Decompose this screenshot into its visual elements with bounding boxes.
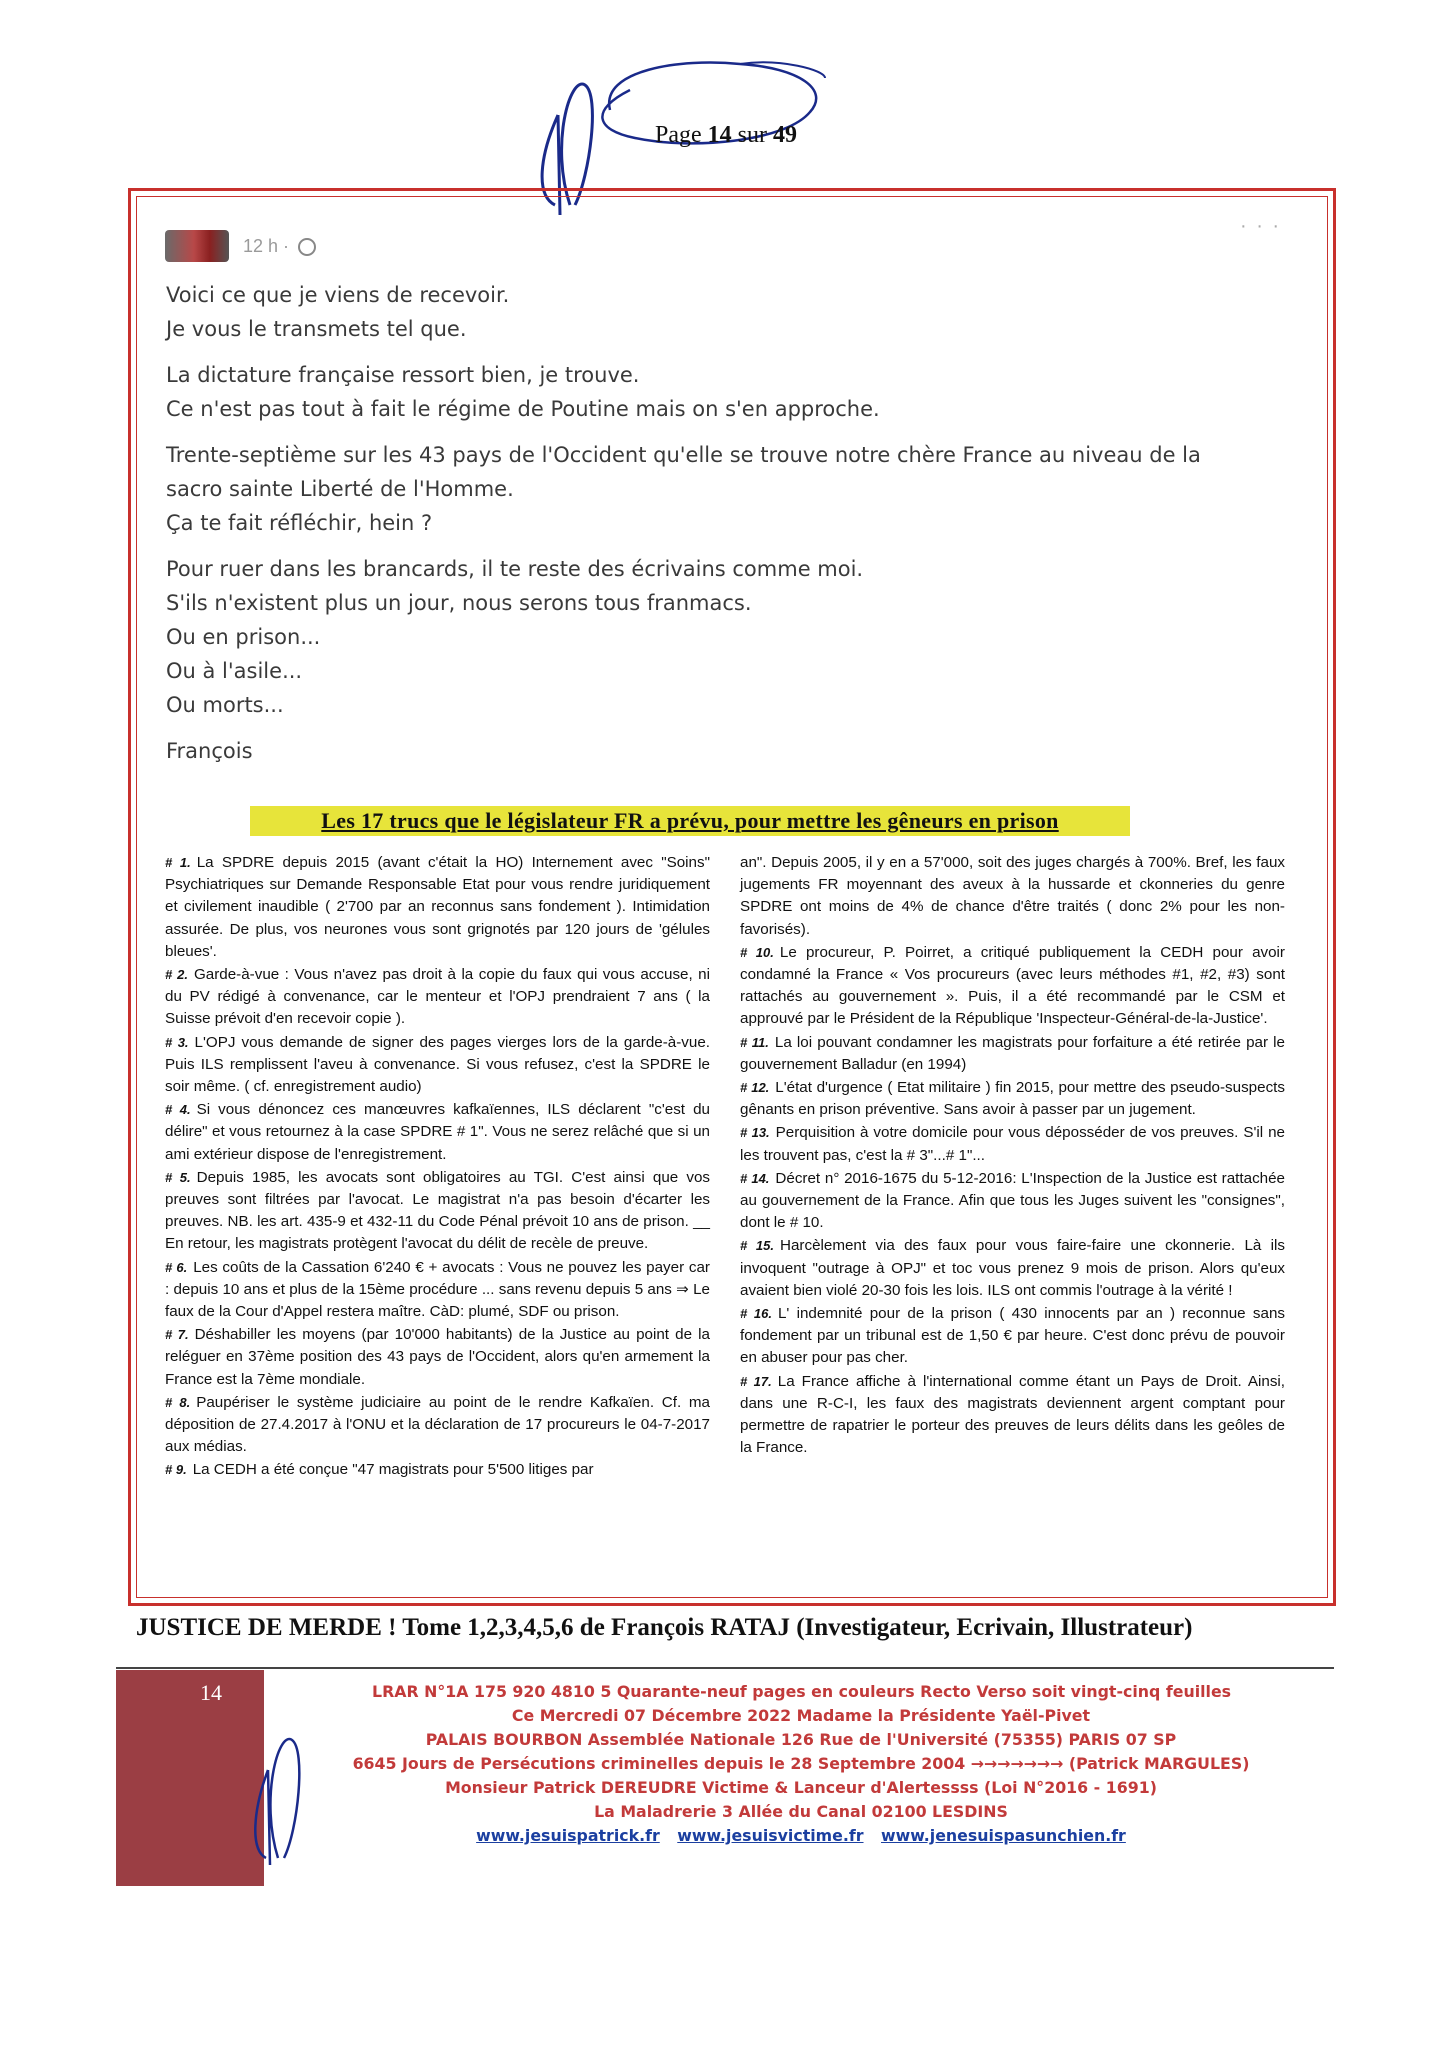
list-item bbox=[740, 1077, 1285, 1121]
item-number: # 4. bbox=[165, 1102, 191, 1118]
item-number: # 11. bbox=[740, 1034, 769, 1050]
link-jesuispatrick[interactable]: www.jesuispatrick.fr bbox=[476, 1826, 660, 1845]
item-text: Si vous dénoncez ces manœuvres kafkaïennes, ILS déclarent "c'est du délire" et vous retournez à la case SPDRE # 1". Vous ne serez relâché que si un ami extérieur dispose de l'enregistrement. bbox=[165, 1101, 711, 1163]
side-page-number: 14 bbox=[200, 1680, 222, 1705]
column-right bbox=[740, 852, 1285, 1460]
link-jesuisvictime[interactable]: www.jesuisvictime.fr bbox=[677, 1826, 864, 1845]
item-number: # 3. bbox=[165, 1034, 189, 1050]
page-current: 14 bbox=[707, 122, 732, 148]
avatar bbox=[165, 230, 229, 262]
list-item bbox=[740, 1371, 1285, 1460]
footer-line: LRAR N°1A 175 920 4810 5 Quarante-neuf pages en couleurs Recto Verso soit vingt-cinq feuilles bbox=[372, 1682, 1232, 1701]
footer-line: PALAIS BOURBON Assemblée Nationale 126 Rue de l'Université (75355) PARIS 07 SP bbox=[425, 1730, 1177, 1749]
footer-line: 6645 Jours de Persécutions criminelles depuis le 28 Septembre 2004 →→→→→→→ (Patrick MARGULES) bbox=[352, 1754, 1250, 1773]
item-text: an". Depuis 2005, il y en a 57'000, soit des juges chargés à 700%. Bref, les faux jugements FR moyennant des aveux à la hussarde et ckonneries du genre SPDRE ont moins de 4% de chance d'être traités ( donc 2% pour les non-favorisés). bbox=[740, 854, 1285, 938]
list-item bbox=[165, 1099, 710, 1166]
page-prefix: Page bbox=[655, 122, 702, 148]
post-line: sacro sainte Liberté de l'Homme. bbox=[166, 477, 514, 501]
globe-icon bbox=[298, 238, 316, 256]
post-line: Trente-septième sur les 43 pays de l'Occident qu'elle se trouve notre chère France au niveau de la bbox=[166, 443, 1201, 467]
list-item bbox=[740, 1122, 1285, 1166]
list-item bbox=[165, 964, 710, 1031]
post-paragraph bbox=[166, 278, 1306, 346]
post-line: Ou morts... bbox=[166, 693, 284, 717]
footer-divider bbox=[116, 1667, 1334, 1669]
list-item bbox=[740, 852, 1285, 941]
link-jenesuispasunchien[interactable]: www.jenesuispasunchien.fr bbox=[881, 1826, 1126, 1845]
footer-line: Monsieur Patrick DEREUDRE Victime & Lanceur d'Alertessss (Loi N°2016 - 1691) bbox=[445, 1778, 1157, 1797]
list-item bbox=[165, 1032, 710, 1099]
item-text: La SPDRE depuis 2015 (avant c'était la HO) Internement avec "Soins" Psychiatriques sur Demande Responsable Etat pour vous rendre juridiquement et civilement inaudible ( 2'700 par an reconnus sans fondement ). Intimidation assurée. De plus, vos neurones vous sont grignotés par 120 jours de 'gélules bleues'. bbox=[165, 854, 710, 960]
post-paragraph bbox=[166, 438, 1306, 540]
page-total: 49 bbox=[773, 122, 797, 148]
post-line: Ce n'est pas tout à fait le régime de Poutine mais on s'en approche. bbox=[166, 397, 880, 421]
item-text: Garde-à-vue : Vous n'avez pas droit à la copie du faux qui vous accuse, ni du PV rédigé à convenance, car le menteur et l'OPJ prendraient 7 ans ( la Suisse prévoit d'en recevoir copie ). bbox=[165, 966, 710, 1028]
footer-line: Ce Mercredi 07 Décembre 2022 Madame la Présidente Yaël-Pivet bbox=[511, 1706, 1091, 1725]
post-line: La dictature française ressort bien, je trouve. bbox=[166, 363, 640, 387]
list-item bbox=[740, 1032, 1285, 1076]
footer-title: JUSTICE DE MERDE ! Tome 1,2,3,4,5,6 de François RATAJ (Investigateur, Ecrivain, Illustrateur) bbox=[136, 1614, 1193, 1641]
item-text: La loi pouvant condamner les magistrats pour forfaiture a été retirée par le gouvernement Balladur (en 1994) bbox=[740, 1033, 1285, 1073]
item-number: # 15. bbox=[740, 1238, 774, 1254]
list-item bbox=[740, 1235, 1285, 1302]
list-item bbox=[740, 942, 1285, 1031]
item-number: # 14. bbox=[740, 1170, 770, 1186]
list-item bbox=[165, 1459, 710, 1481]
post-line: François bbox=[166, 739, 253, 763]
item-number: # 5. bbox=[165, 1169, 191, 1185]
list-item bbox=[740, 1168, 1285, 1235]
list-item bbox=[165, 1324, 710, 1391]
post-line: Voici ce que je viens de recevoir. bbox=[166, 283, 510, 307]
item-text: Le procureur, P. Poirret, a critiqué publiquement la CEDH pour avoir condamné la France « Vos procureurs (avec leurs méthodes #1, #2, #3) sont rattachés au gouvernement ». Puis, il a été recommandé par le CSM et approuvé par le Président de la République 'Inspecteur-Général-de-la-Justice'. bbox=[740, 943, 1285, 1028]
item-text: L' indemnité pour de la prison ( 430 innocents par an ) reconnue sans fondement par un tribunal est de 1,50 € par heure. C'est donc prévu de pouvoir en abuser pour pas cher. bbox=[740, 1305, 1285, 1367]
post-line: Pour ruer dans les brancards, il te reste des écrivains comme moi. bbox=[166, 557, 864, 581]
post-paragraph bbox=[166, 552, 1306, 722]
item-number: # 9. bbox=[165, 1462, 187, 1478]
more-options-icon: · · · bbox=[1240, 215, 1282, 237]
post-paragraph bbox=[166, 734, 1306, 768]
item-text: Perquisition à votre domicile pour vous déposséder de vos preuves. S'il ne les trouvent pas, c'est la # 3"...# 1"... bbox=[740, 1124, 1285, 1164]
post-paragraph bbox=[166, 358, 1306, 426]
item-text: Harcèlement via des faux pour vous faire-faire une ckonnerie. Là ils invoquent "outrage à OPJ" et toc vous prenez 9 mois de prison. Alors qu'eux avaient bien violé 20-30 fois les lois. ILS ont commis l'outrage à la vérité ! bbox=[740, 1237, 1285, 1299]
item-text: Les coûts de la Cassation 6'240 € + avocats : Vous ne pouvez les payer car : depuis 10 ans et plus de la 15ème procédure ... sans revenu depuis 5 ans ⇒ Le faux de la Cour d'Appel restera maître. CàD: plumé, SDF ou prison. bbox=[165, 1258, 710, 1321]
item-text: L'état d'urgence ( Etat militaire ) fin 2015, pour mettre des pseudo-suspects gênants en prison préventive. Sans avoir à passer par un jugement. bbox=[740, 1079, 1285, 1119]
item-number: # 6. bbox=[165, 1259, 188, 1275]
item-number: # 8. bbox=[165, 1394, 191, 1410]
post-line: Ou à l'asile... bbox=[166, 659, 303, 683]
post-line: S'ils n'existent plus un jour, nous serons tous franmacs. bbox=[166, 591, 752, 615]
list-item bbox=[165, 1257, 710, 1324]
item-number: # 16. bbox=[740, 1306, 772, 1322]
post-line: Ou en prison... bbox=[166, 625, 321, 649]
list-item bbox=[740, 1303, 1285, 1370]
post-meta bbox=[243, 236, 316, 257]
post-time: 12 h · bbox=[243, 235, 290, 256]
column-left bbox=[165, 852, 710, 1483]
footer-address-block bbox=[268, 1680, 1334, 1848]
item-text: Déshabiller les moyens (par 10'000 habitants) de la Justice au point de la reléguer en 37ème position des 43 pays de l'Occident, alors qu'en armement la France est la 7ème mondiale. bbox=[165, 1326, 710, 1388]
page-number bbox=[655, 122, 797, 149]
item-number: # 13. bbox=[740, 1125, 770, 1141]
page-separator: sur bbox=[737, 122, 767, 148]
item-number: # 10. bbox=[740, 944, 774, 960]
post-line: Je vous le transmets tel que. bbox=[166, 317, 467, 341]
item-number: # 7. bbox=[165, 1327, 189, 1343]
item-text: La France affiche à l'international comme étant un Pays de Droit. Ainsi, dans une R-C-I, les faux des magistrats deviennent argent comptant pour permettre de rapatrier le porteur des preuves de leurs délits dans les geôles de la France. bbox=[740, 1372, 1286, 1457]
item-number: # 2. bbox=[165, 967, 188, 983]
document-heading: Les 17 trucs que le législateur FR a prévu, pour mettre les gêneurs en prison bbox=[250, 806, 1130, 836]
item-text: Paupériser le système judiciaire au point de le rendre Kafkaïen. Cf. ma déposition de 27.4.2017 à l'ONU et la déclaration de 17 procureurs le 04-7-2017 aux médias. bbox=[165, 1393, 710, 1456]
item-text: La CEDH a été conçue "47 magistrats pour 5'500 litiges par bbox=[192, 1461, 594, 1479]
footer-links bbox=[268, 1824, 1334, 1848]
item-text: L'OPJ vous demande de signer des pages vierges lors de la garde-à-vue. Puis ILS remplissent l'aveu à convenance. Si vous refusez, c'est la SPDRE le soir même. ( cf. enregistrement audio) bbox=[165, 1033, 711, 1096]
post-body bbox=[166, 278, 1306, 780]
list-item bbox=[165, 852, 710, 963]
side-block bbox=[116, 1670, 264, 1886]
item-number: # 1. bbox=[165, 855, 191, 870]
item-number: # 17. bbox=[740, 1373, 772, 1389]
list-item bbox=[165, 1392, 710, 1459]
item-text: Depuis 1985, les avocats sont obligatoires au TGI. C'est ainsi que vos preuves sont filtrées par l'avocat. Le magistrat n'a pas besoin d'écarter les preuves. NB. les art. 435-9 et 432-11 du Code Pénal prévoit 10 ans de prison. __ En retour, les magistrats protègent l'avocat du délit de recèle de preuve. bbox=[165, 1168, 710, 1253]
post-line: Ça te fait réfléchir, hein ? bbox=[166, 511, 433, 535]
footer-line: La Maladrerie 3 Allée du Canal 02100 LESDINS bbox=[594, 1802, 1008, 1821]
post-header bbox=[165, 230, 316, 262]
item-text: Décret n° 2016-1675 du 5-12-2016: L'Inspection de la Justice est rattachée au gouvernement de la France. Afin que tous les Juges suivent les "consignes", dont le # 10. bbox=[740, 1169, 1285, 1232]
list-item bbox=[165, 1167, 710, 1256]
item-number: # 12. bbox=[740, 1080, 770, 1096]
